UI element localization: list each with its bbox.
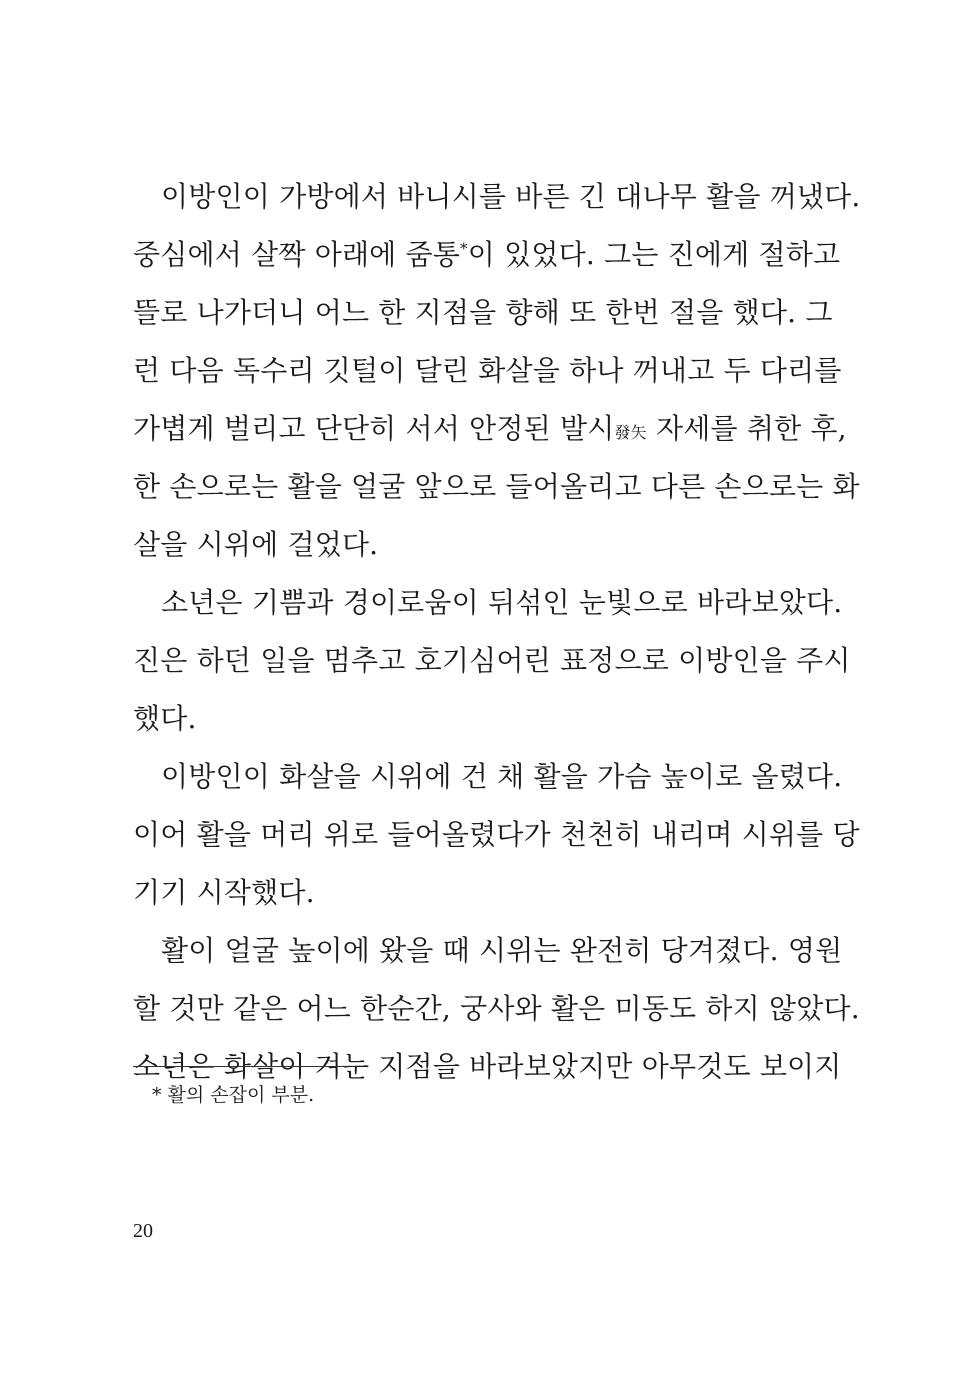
footnote-marker: * <box>460 239 468 258</box>
text-line <box>133 632 851 690</box>
text-line <box>133 342 842 400</box>
text-segment: 뜰로 나가더니 어느 한 지점을 향해 또 한번 절을 했다. 그 <box>133 296 833 329</box>
text-segment: 기기 시작했다. <box>133 876 315 909</box>
text-segment: 이어 활을 머리 위로 들어올렸다가 천천히 내리며 시위를 당 <box>133 818 860 851</box>
text-segment: 이방인이 화살을 시위에 건 채 활을 가슴 높이로 올렸다. <box>161 760 843 793</box>
text-line <box>133 168 861 226</box>
text-line <box>133 284 833 342</box>
text-line <box>133 980 860 1038</box>
text-segment: 이 있었다. 그는 진에게 절하고 <box>467 238 841 271</box>
text-segment: 한 손으로는 활을 얼굴 앞으로 들어올리고 다른 손으로는 화 <box>133 470 860 503</box>
text-segment: 할 것만 같은 어느 한순간, 궁사와 활은 미동도 하지 않았다. <box>133 992 860 1025</box>
body-text <box>133 168 861 1096</box>
text-segment: 이방인이 가방에서 바니시를 바른 긴 대나무 활을 꺼냈다. <box>161 180 861 213</box>
text-line <box>133 690 801 748</box>
text-line <box>133 458 860 516</box>
text-segment: 소년은 기쁨과 경이로움이 뒤섞인 눈빛으로 바라보았다. <box>161 586 843 619</box>
text-line <box>133 574 843 632</box>
text-line <box>133 922 843 980</box>
text-line <box>133 748 843 806</box>
text-line <box>133 226 841 284</box>
text-line <box>133 864 801 922</box>
footnote: * 활의 손잡이 부분. <box>152 1084 315 1106</box>
hanja-annotation: 發矢 <box>614 423 647 442</box>
text-line <box>133 400 847 458</box>
text-segment: 런 다음 독수리 깃털이 달린 화살을 하나 꺼내고 두 다리를 <box>133 354 842 387</box>
text-segment: 가볍게 벌리고 단단히 서서 안정된 발시 <box>133 412 615 445</box>
text-segment: 활이 얼굴 높이에 왔을 때 시위는 완전히 당겨졌다. 영원 <box>161 934 843 967</box>
footnote-divider <box>133 1066 345 1067</box>
text-segment: 진은 하던 일을 멈추고 호기심어린 표정으로 이방인을 주시 <box>133 644 851 677</box>
text-segment: 소년은 화살이 겨눈 지점을 바라보았지만 아무것도 보이지 <box>133 1050 842 1083</box>
text-segment: 중심에서 살짝 아래에 줌통 <box>133 238 461 271</box>
text-segment: 자세를 취한 후, <box>646 412 847 445</box>
text-segment: 살을 시위에 걸었다. <box>133 528 379 561</box>
page-number: 20 <box>133 1220 153 1242</box>
text-line <box>133 806 860 864</box>
text-segment: 했다. <box>133 702 197 735</box>
text-line <box>133 516 801 574</box>
